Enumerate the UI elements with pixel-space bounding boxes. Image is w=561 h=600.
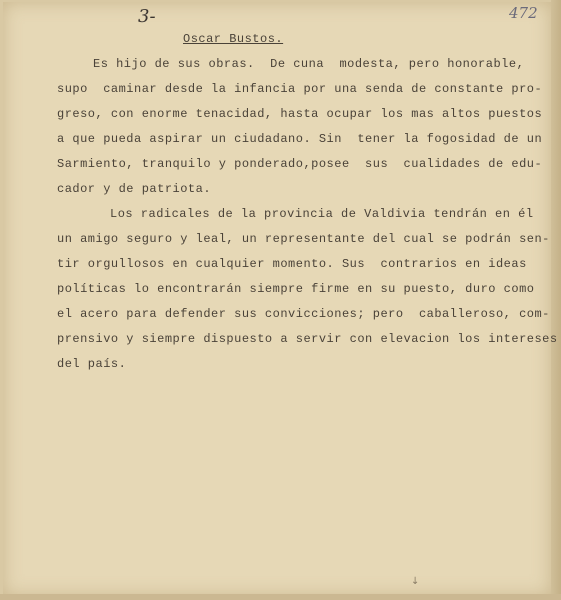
paragraph-2-line-1: Los radicales de la provincia de Valdivia tendrán en él [110, 207, 534, 221]
page-edge-bottom [0, 594, 561, 600]
paragraph-1-line-2: supo caminar desde la infancia por una senda de constante pro- [57, 82, 543, 96]
paragraph-1-line-4: a que pueda aspirar un ciudadano. Sin tener la fogosidad de un [57, 132, 543, 146]
document-title: Oscar Bustos. [183, 32, 284, 46]
paragraph-2-line-6: prensivo y siempre dispuesto a servir con elevacion los intereses [57, 332, 558, 346]
paragraph-2-line-2: un amigo seguro y leal, un representante del cual se podrán sen- [57, 232, 550, 246]
paragraph-1-line-1: Es hijo de sus obras. De cuna modesta, pero honorable, [93, 57, 525, 71]
paragraph-2-line-5: el acero para defender sus convicciones; pero caballeroso, com- [57, 307, 550, 321]
paragraph-2-line-3: tir orgullosos en cualquier momento. Sus contrarios en ideas [57, 257, 527, 271]
archive-stamp-number: 472 [509, 4, 538, 22]
paragraph-1-line-3: greso, con enorme tenacidad, hasta ocupar los mas altos puestos [57, 107, 543, 121]
paragraph-1-line-5: Sarmiento, tranquilo y ponderado,posee sus cualidades de edu- [57, 157, 543, 171]
paragraph-2-line-4: políticas lo encontrarán siempre firme en su puesto, duro como [57, 282, 535, 296]
corner-pencil-mark: ↓ [411, 576, 420, 587]
paragraph-1-line-6: cador y de patriota. [57, 182, 212, 196]
page-edge-right [551, 0, 561, 600]
paragraph-2-line-7: del país. [57, 357, 127, 371]
handwritten-page-number: 3- [138, 6, 156, 27]
